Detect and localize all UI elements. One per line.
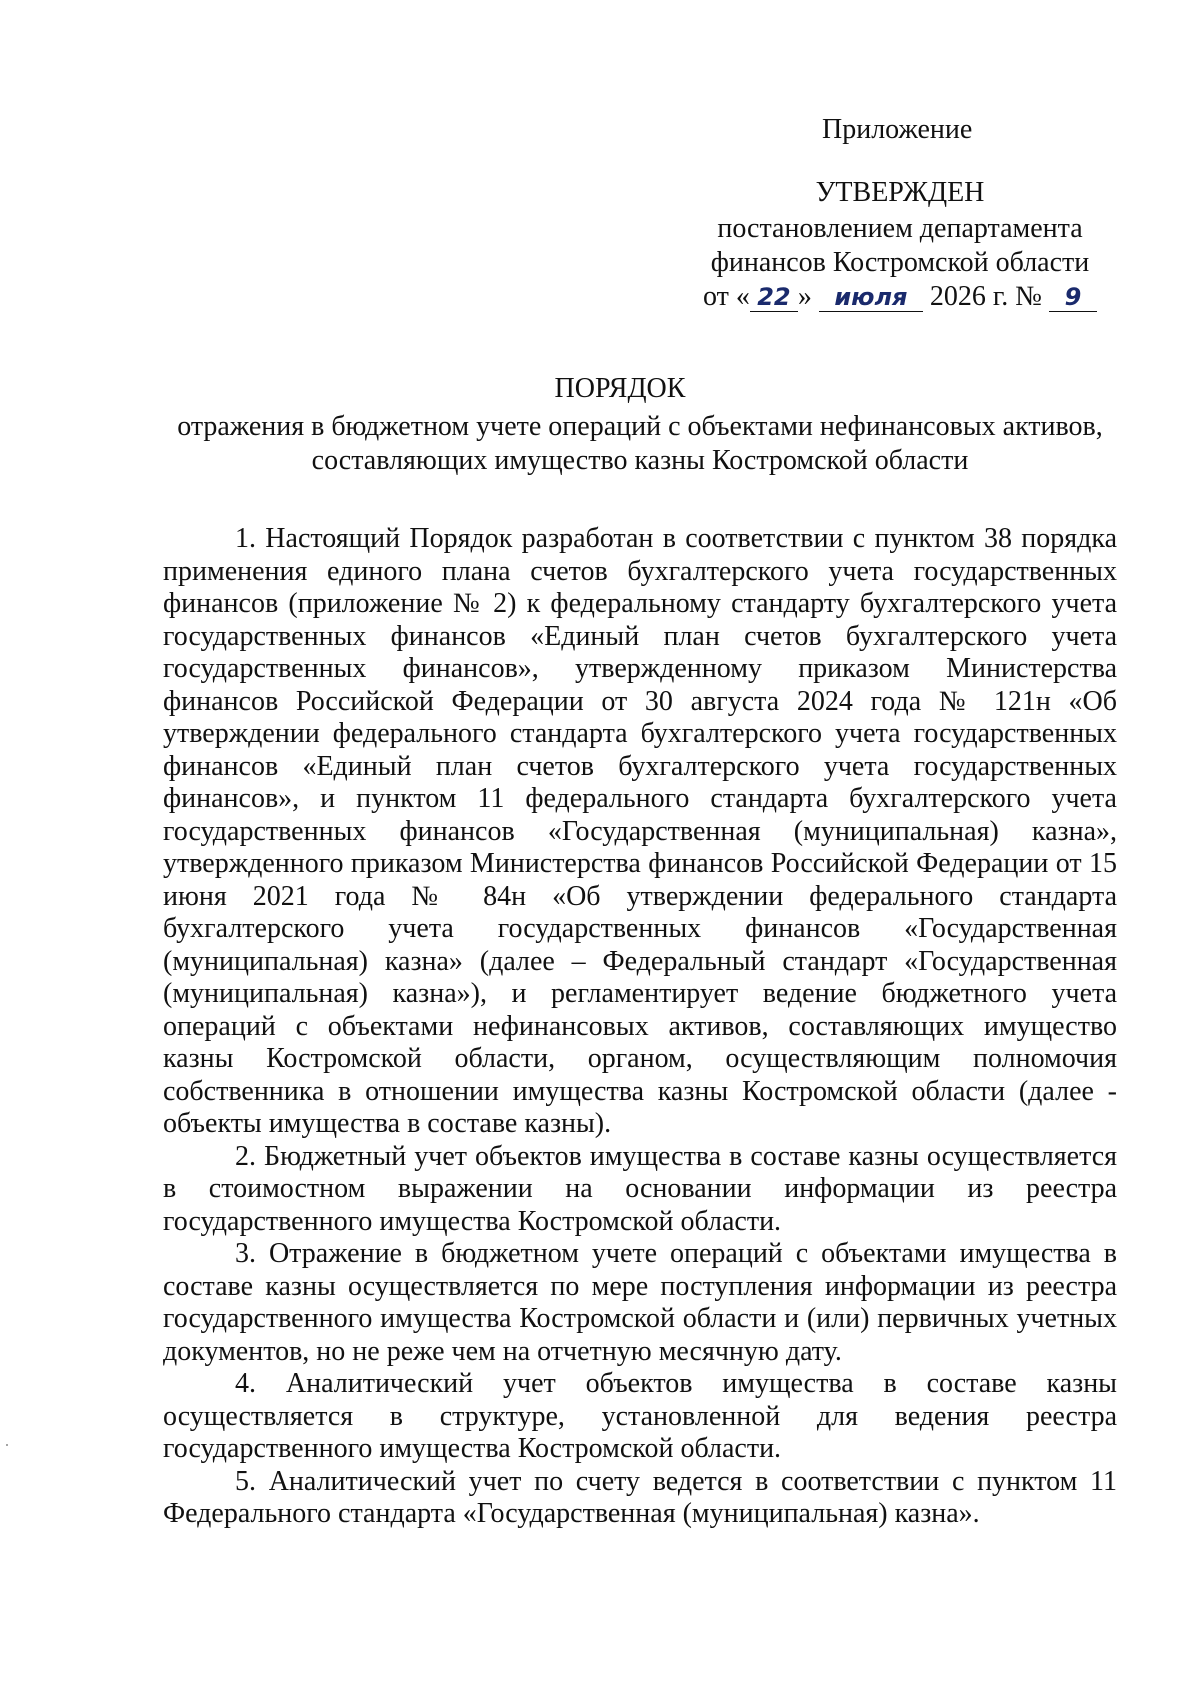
appendix-label: Приложение	[822, 114, 973, 145]
approved-by-line-2: финансов Костромской области	[710, 247, 1090, 278]
paragraph-3: 3. Отражение в бюджетном учете операций с объектами имущества в составе казны осуществляется по мере поступления информации из реестра государственного имущества Костромской области и (или) первичных учетных документов, но не реже чем на отчетную месячную дату.	[163, 1238, 1117, 1367]
subtitle-line-2: составляющих имущество казны Костромской области	[311, 445, 969, 476]
date-prefix: от «	[703, 281, 750, 312]
document-subtitle	[160, 410, 1120, 478]
document-title: ПОРЯДОК	[554, 373, 686, 404]
document-body	[163, 523, 1117, 1531]
scan-speck	[6, 1444, 8, 1446]
subtitle-line-1: отражения в бюджетном учете операций с объектами нефинансовых активов,	[177, 411, 1103, 442]
paragraph-2: 2. Бюджетный учет объектов имущества в составе казны осуществляется в стоимостном выражении на основании информации из реестра государственного имущества Костромской области.	[163, 1140, 1117, 1237]
handwritten-number: 9	[1049, 283, 1097, 312]
paragraph-5: 5. Аналитический учет по счету ведется в соответствии с пунктом 11 Федерального стандарта «Государственная (муниципальная) казна».	[163, 1465, 1117, 1529]
paragraph-1: 1. Настоящий Порядок разработан в соответствии с пунктом 38 порядка применения единого плана счетов бухгалтерского учета государственных финансов (приложение № 2) к федеральному стандарту бухгалтерского учета государственных финансов «Единый план счетов бухгалтерского учета государственных финансов», утвержденному приказом Министерства финансов Российской Федерации от 30 августа 2024 года № 121н «Об утверждении федерального стандарта бухгалтерского учета государственных финансов «Единый план счетов бухгалтерского учета государственных финансов», и пунктом 11 федерального стандарта бухгалтерского учета государственных финансов «Государственная (муниципальная) казна», утвержденного приказом Министерства финансов Российской Федерации от 15 июня 2021 года № 84н «Об утверждении федерального стандарта бухгалтерского учета государственных финансов «Государственная (муниципальная) казна» (далее – Федеральный стандарт «Государственная (муниципальная) казна»), и регламентирует ведение бюджетного учета операций с объектами нефинансовых активов, составляющих имущество казны Костромской области, органом, осуществляющим полномочия собственника в отношении имущества казны Костромской области (далее - объекты имущества в составе казны).	[163, 523, 1117, 1139]
approval-date-line	[700, 280, 1100, 314]
approved-by-line-1: постановлением департамента	[717, 213, 1083, 244]
approved-label: УТВЕРЖДЕН	[815, 177, 985, 208]
handwritten-month: июля	[819, 283, 923, 312]
approval-block	[700, 176, 1100, 314]
handwritten-day: 22	[750, 283, 798, 312]
date-year: 2026 г. №	[929, 281, 1042, 312]
date-mid: »	[797, 281, 819, 312]
paragraph-4: 4. Аналитический учет объектов имущества в составе казны осуществляется в структуре, установленной для ведения реестра государственного имущества Костромской области.	[163, 1368, 1117, 1464]
